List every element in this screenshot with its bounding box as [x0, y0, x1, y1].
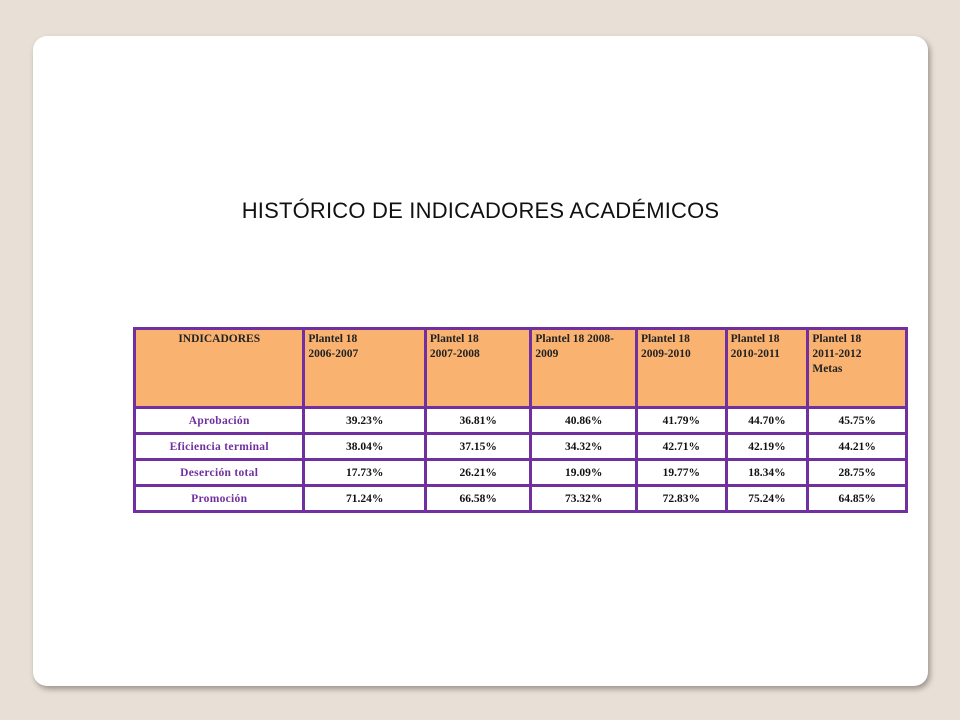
table-cell: 45.75%: [808, 408, 907, 434]
row-label: Aprobación: [135, 408, 304, 434]
header-cell-2009-2010: [636, 329, 726, 408]
table-cell: 19.77%: [636, 460, 726, 486]
table-cell: 26.21%: [425, 460, 531, 486]
table-cell: 73.32%: [531, 486, 637, 512]
table-cell: 39.23%: [304, 408, 425, 434]
table-cell: 36.81%: [425, 408, 531, 434]
header-text: Plantel 18 2007-2008: [429, 333, 480, 360]
header-text: Plantel 18 2008- 2009: [535, 333, 614, 360]
row-label: Deserción total: [135, 460, 304, 486]
table-cell: 41.79%: [636, 408, 726, 434]
header-cell-2008-2009: [531, 329, 637, 408]
table-cell: 19.09%: [531, 460, 637, 486]
table-cell: 72.83%: [636, 486, 726, 512]
header-text: Plantel 18 2010-2011: [730, 333, 780, 360]
table-cell: 66.58%: [425, 486, 531, 512]
header-cell-2006-2007: [304, 329, 425, 408]
table-row: [135, 408, 907, 434]
table-cell: 44.21%: [808, 434, 907, 460]
table-cell: 38.04%: [304, 434, 425, 460]
table-cell: 37.15%: [425, 434, 531, 460]
table-cell: 17.73%: [304, 460, 425, 486]
header-cell-2011-2012-metas: [808, 329, 907, 408]
table-row: [135, 486, 907, 512]
table-header-row: [135, 329, 907, 408]
table-cell: 71.24%: [304, 486, 425, 512]
indicators-table: [133, 327, 908, 513]
table-cell: 42.19%: [726, 434, 808, 460]
table-row: [135, 434, 907, 460]
slide-title: HISTÓRICO DE INDICADORES ACADÉMICOS: [241, 198, 720, 223]
header-cell-2010-2011: [726, 329, 808, 408]
header-text: Plantel 18 2006-2007: [308, 333, 359, 360]
header-cell-2007-2008: [425, 329, 531, 408]
row-label: Eficiencia terminal: [135, 434, 304, 460]
table-cell: 75.24%: [726, 486, 808, 512]
table-cell: 34.32%: [531, 434, 637, 460]
table-cell: 40.86%: [531, 408, 637, 434]
table-cell: 44.70%: [726, 408, 808, 434]
table-cell: 42.71%: [636, 434, 726, 460]
table-cell: 64.85%: [808, 486, 907, 512]
header-text: Plantel 18 2009-2010: [640, 333, 691, 360]
table-row: [135, 460, 907, 486]
header-text: INDICADORES: [178, 333, 261, 345]
table-cell: 28.75%: [808, 460, 907, 486]
header-cell-indicadores: [135, 329, 304, 408]
slide: [33, 36, 928, 686]
header-text: Plantel 18 2011-2012 Metas: [812, 333, 862, 375]
row-label: Promoción: [135, 486, 304, 512]
table-cell: 18.34%: [726, 460, 808, 486]
